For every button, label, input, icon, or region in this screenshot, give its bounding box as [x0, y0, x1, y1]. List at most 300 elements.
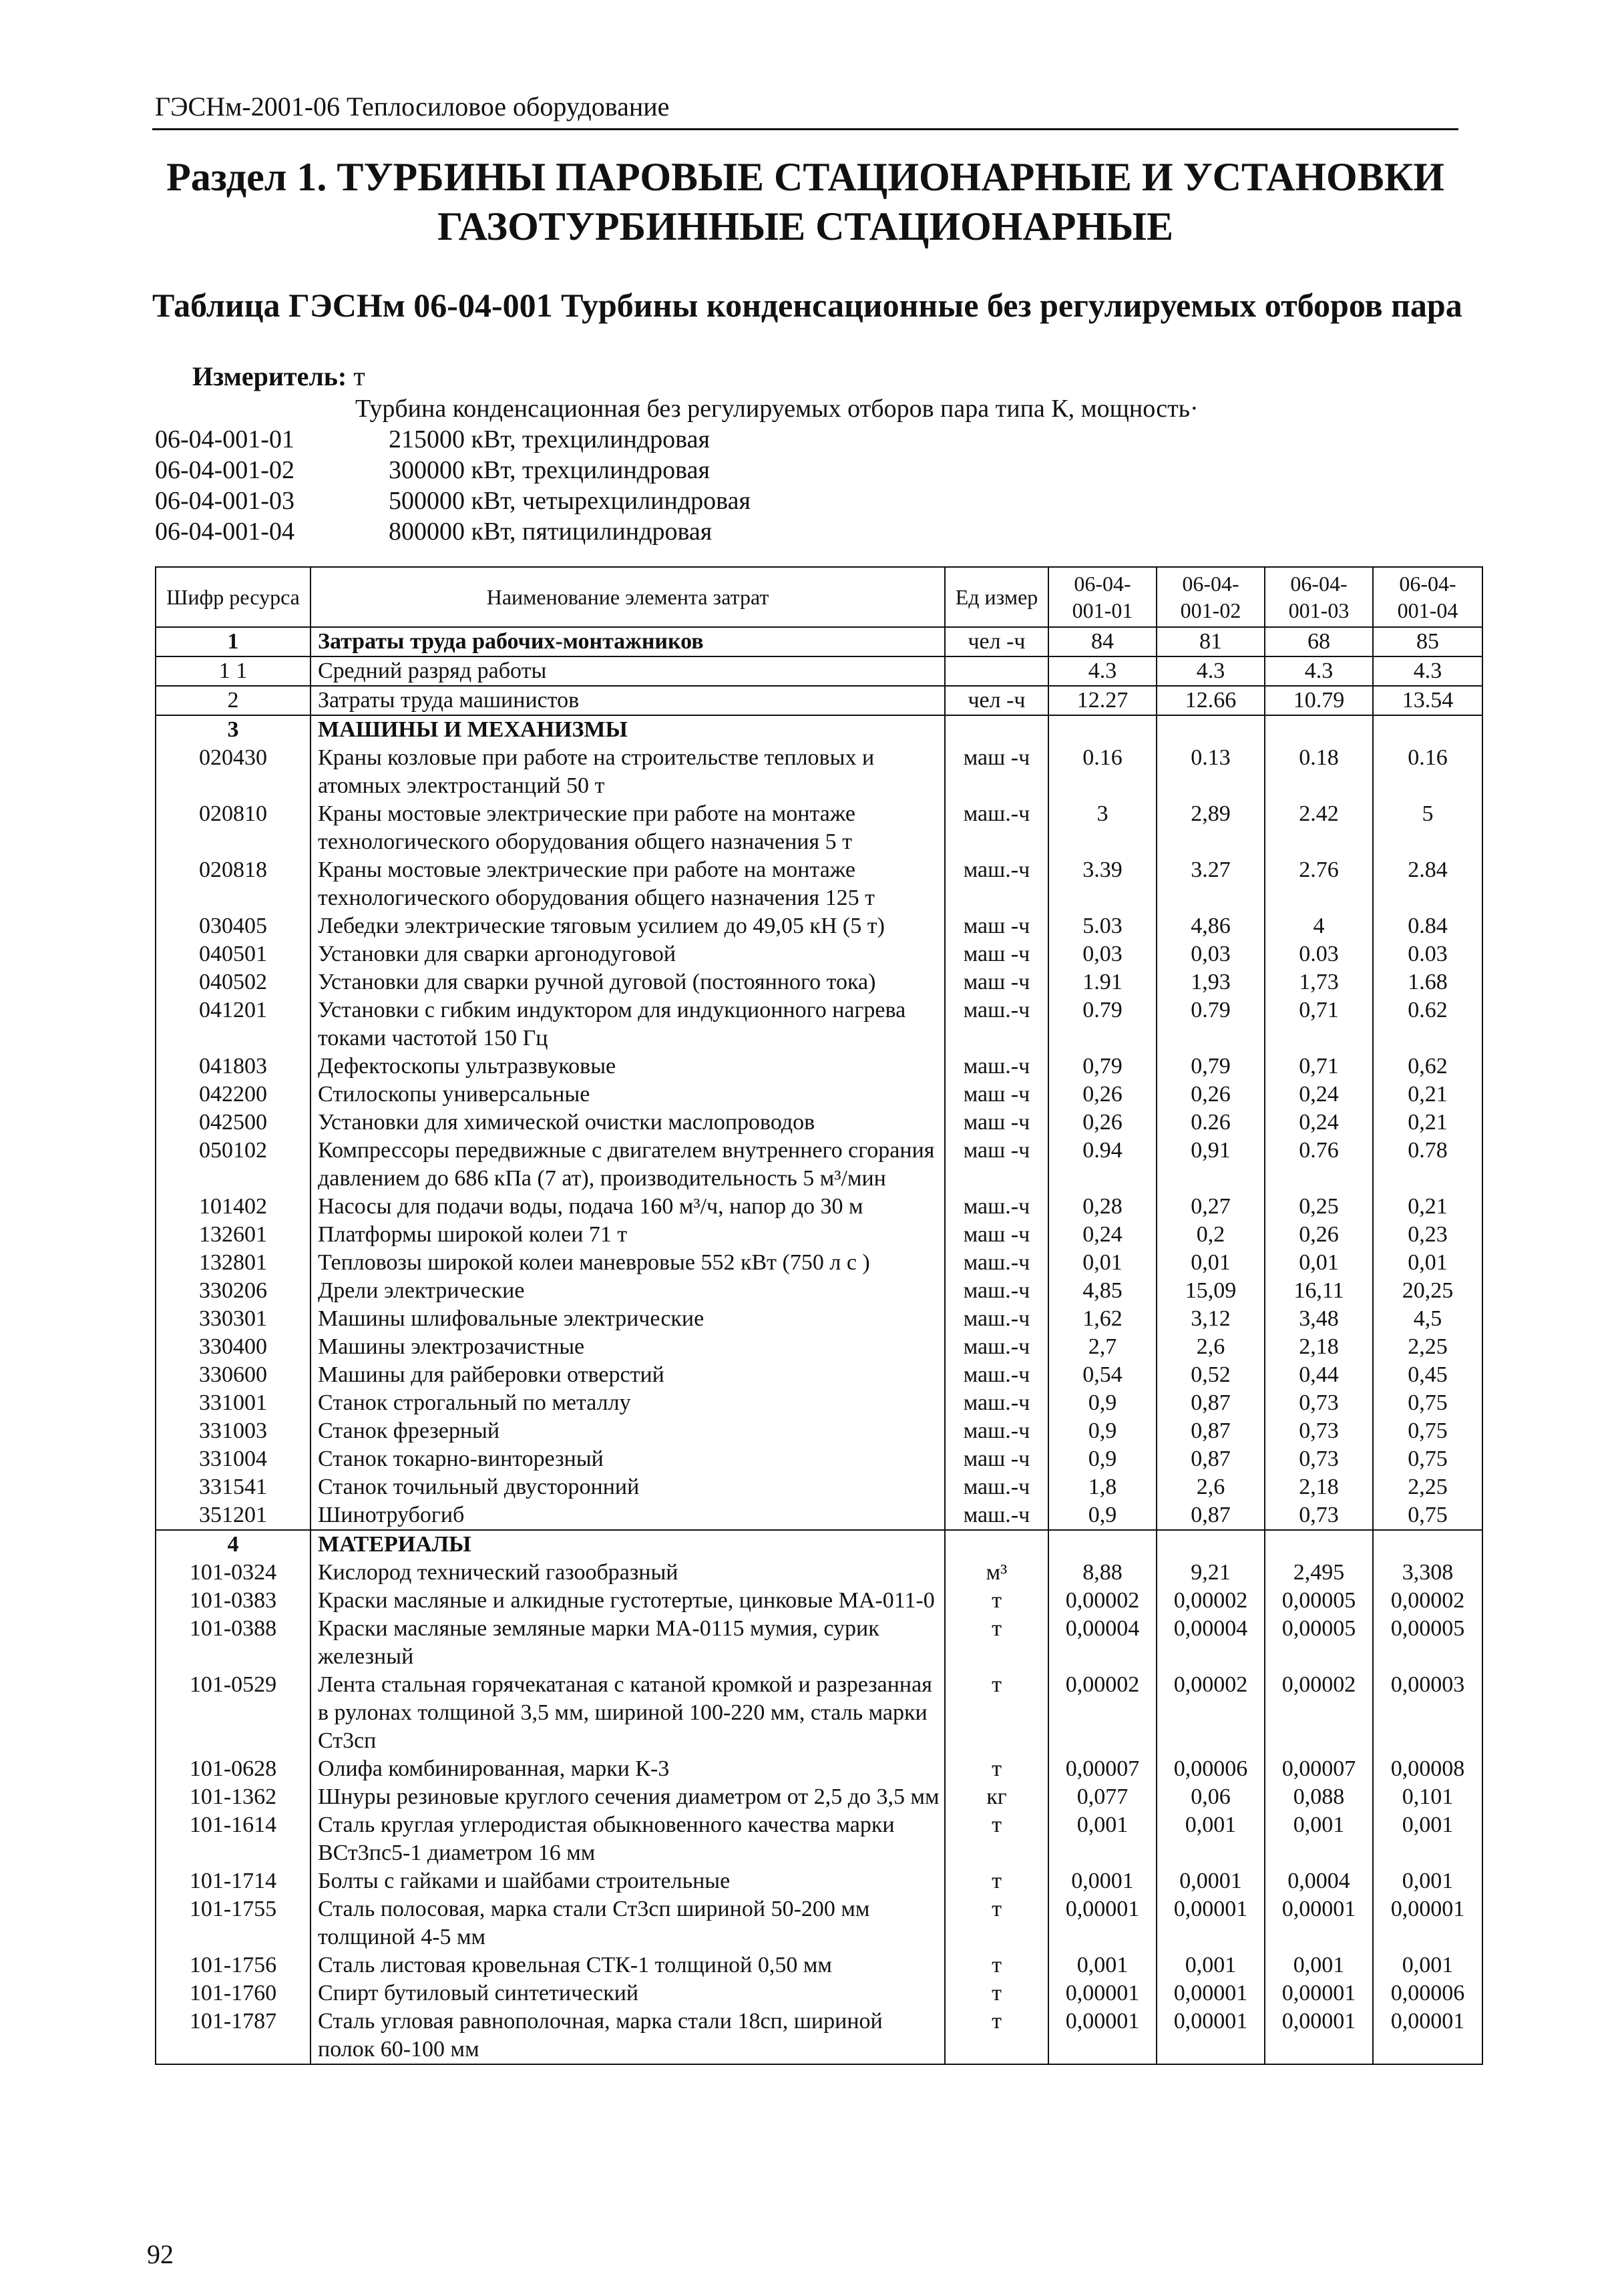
- row-name: МАШИНЫ И МЕХАНИЗМЫ: [311, 715, 945, 744]
- table-body: [156, 627, 1482, 2064]
- row-value-variant-3: 2.42: [1265, 800, 1373, 856]
- row-unit: т: [945, 1671, 1048, 1755]
- row-unit: маш -ч: [945, 940, 1048, 968]
- row-value-variant-2: 0,001: [1157, 1951, 1265, 1979]
- row-value-variant-3: 0,26: [1265, 1221, 1373, 1249]
- row-value-variant-4: 0,75: [1373, 1445, 1482, 1473]
- table-row: [156, 1671, 1482, 1755]
- row-code: 041201: [156, 996, 311, 1053]
- row-value-variant-3: 4.3: [1265, 656, 1373, 686]
- row-value-variant-3: 16,11: [1265, 1277, 1373, 1305]
- row-value-variant-4: 85: [1373, 627, 1482, 656]
- row-value-variant-3: 0,73: [1265, 1445, 1373, 1473]
- row-name: Установки для сварки аргонодуговой: [311, 940, 945, 968]
- row-value-variant-4: 0.62: [1373, 996, 1482, 1053]
- row-value-variant-1: 1,62: [1048, 1305, 1157, 1333]
- row-unit: т: [945, 1979, 1048, 2007]
- row-value-variant-2: 0,87: [1157, 1389, 1265, 1417]
- row-code: 101-0628: [156, 1755, 311, 1783]
- row-code: 132801: [156, 1249, 311, 1277]
- row-name: Тепловозы широкой колеи маневровые 552 кВт (750 л с ): [311, 1249, 945, 1277]
- row-value-variant-1: [1048, 715, 1157, 744]
- row-value-variant-3: 2,18: [1265, 1333, 1373, 1361]
- row-value-variant-3: 0,001: [1265, 1811, 1373, 1867]
- row-value-variant-1: 0,03: [1048, 940, 1157, 968]
- row-name: Краны козловые при работе на строительстве тепловых и атомных электростанций 50 т: [311, 744, 945, 800]
- row-value-variant-4: [1373, 715, 1482, 744]
- row-value-variant-1: 0.79: [1048, 996, 1157, 1053]
- header-name: Наименование элемента затрат: [311, 567, 945, 627]
- row-unit: маш.-ч: [945, 1417, 1048, 1445]
- row-code: 101-1714: [156, 1867, 311, 1895]
- row-unit: маш.-ч: [945, 856, 1048, 912]
- table-row: [156, 1501, 1482, 1530]
- row-unit: кг: [945, 1783, 1048, 1811]
- row-value-variant-3: 0,71: [1265, 1053, 1373, 1081]
- row-value-variant-3: 0,73: [1265, 1417, 1373, 1445]
- row-value-variant-4: 1.68: [1373, 968, 1482, 996]
- variant-text: 500000 кВт, четырехцилиндровая: [389, 487, 751, 515]
- row-code: 041803: [156, 1053, 311, 1081]
- table-row: [156, 1615, 1482, 1671]
- row-value-variant-2: 0,001: [1157, 1811, 1265, 1867]
- row-name: Лента стальная горячекатаная с катаной кромкой и разрезанная в рулонах толщиной 3,5 мм, шириной 100-220 мм, сталь марки Ст3сп: [311, 1671, 945, 1755]
- row-value-variant-4: 0,101: [1373, 1783, 1482, 1811]
- row-code: 132601: [156, 1221, 311, 1249]
- header-unit: Ед измер: [945, 567, 1048, 627]
- row-name: Установки для химической очистки маслопроводов: [311, 1109, 945, 1137]
- row-value-variant-3: [1265, 1530, 1373, 1559]
- row-value-variant-4: 0.16: [1373, 744, 1482, 800]
- row-unit: т: [945, 1755, 1048, 1783]
- row-value-variant-2: 0.26: [1157, 1109, 1265, 1137]
- row-value-variant-3: 3,48: [1265, 1305, 1373, 1333]
- table-row: [156, 1587, 1482, 1615]
- table-row: [156, 856, 1482, 912]
- variant-code: 06-04-001-01: [155, 425, 294, 453]
- row-value-variant-1: 84: [1048, 627, 1157, 656]
- row-value-variant-1: 1,8: [1048, 1473, 1157, 1501]
- header-code: Шифр ресурса: [156, 567, 311, 627]
- row-value-variant-4: 4,5: [1373, 1305, 1482, 1333]
- row-unit: т: [945, 1867, 1048, 1895]
- variant-text: 300000 кВт, трехцилиндровая: [389, 456, 710, 484]
- row-code: 101-1760: [156, 1979, 311, 2007]
- row-code: 020818: [156, 856, 311, 912]
- meter-label: Измеритель:: [192, 361, 347, 391]
- row-value-variant-3: 2,18: [1265, 1473, 1373, 1501]
- row-value-variant-1: 0,00001: [1048, 1895, 1157, 1951]
- row-value-variant-2: 2,6: [1157, 1333, 1265, 1361]
- meter-value: т: [353, 361, 365, 391]
- row-code: 101-0383: [156, 1587, 311, 1615]
- row-value-variant-3: 0,24: [1265, 1081, 1373, 1109]
- row-value-variant-3: 0,00001: [1265, 2007, 1373, 2064]
- table-row: [156, 800, 1482, 856]
- header-variant-4: [1373, 567, 1482, 627]
- row-unit: маш.-ч: [945, 1193, 1048, 1221]
- row-unit: маш.-ч: [945, 1249, 1048, 1277]
- row-unit: маш -ч: [945, 1445, 1048, 1473]
- row-value-variant-4: 0,45: [1373, 1361, 1482, 1389]
- resource-table: [155, 566, 1483, 2065]
- row-code: 331003: [156, 1417, 311, 1445]
- table-row: [156, 1081, 1482, 1109]
- row-value-variant-4: 0,00001: [1373, 1895, 1482, 1951]
- row-value-variant-4: 0,00002: [1373, 1587, 1482, 1615]
- row-value-variant-3: 0,71: [1265, 996, 1373, 1053]
- row-name: Затраты труда машинистов: [311, 686, 945, 715]
- table-row: [156, 627, 1482, 656]
- row-value-variant-4: 0,21: [1373, 1081, 1482, 1109]
- row-value-variant-3: 1,73: [1265, 968, 1373, 996]
- row-name: Шинотрубогиб: [311, 1501, 945, 1530]
- row-code: 330206: [156, 1277, 311, 1305]
- row-value-variant-1: 0,9: [1048, 1501, 1157, 1530]
- header-variant-2-top: 06-04-: [1182, 572, 1239, 596]
- row-value-variant-4: 0,00001: [1373, 2007, 1482, 2064]
- table-title: Таблица ГЭСНм 06-04-001 Турбины конденсационные без регулируемых отборов пара: [152, 286, 1462, 324]
- row-value-variant-1: 0,01: [1048, 1249, 1157, 1277]
- row-code: 331001: [156, 1389, 311, 1417]
- row-code: 101-0388: [156, 1615, 311, 1671]
- row-code: 101-1614: [156, 1811, 311, 1867]
- row-value-variant-3: 4: [1265, 912, 1373, 940]
- row-unit: маш.-ч: [945, 1501, 1048, 1530]
- row-value-variant-3: 0,00002: [1265, 1671, 1373, 1755]
- row-value-variant-4: 4.3: [1373, 656, 1482, 686]
- row-value-variant-3: 0,001: [1265, 1951, 1373, 1979]
- row-name: МАТЕРИАЛЫ: [311, 1530, 945, 1559]
- row-value-variant-3: 0,24: [1265, 1109, 1373, 1137]
- row-value-variant-2: 0,00001: [1157, 1979, 1265, 2007]
- row-code: 042500: [156, 1109, 311, 1137]
- row-name: Машины шлифовальные электрические: [311, 1305, 945, 1333]
- table-row: [156, 996, 1482, 1053]
- row-value-variant-2: 0,00001: [1157, 2007, 1265, 2064]
- row-name: Краны мостовые электрические при работе на монтаже технологического оборудования общего назначения 125 т: [311, 856, 945, 912]
- header-variant-3-bottom: 001-03: [1288, 598, 1350, 622]
- row-value-variant-2: 0,00001: [1157, 1895, 1265, 1951]
- row-name: Краски масляные земляные марки МА-0115 мумия, сурик железный: [311, 1615, 945, 1671]
- row-unit: т: [945, 1615, 1048, 1671]
- row-value-variant-2: 0.79: [1157, 996, 1265, 1053]
- row-value-variant-3: 0,00001: [1265, 1979, 1373, 2007]
- row-code: 4: [156, 1530, 311, 1559]
- row-value-variant-1: 0,26: [1048, 1109, 1157, 1137]
- row-code: 3: [156, 715, 311, 744]
- row-value-variant-4: 3,308: [1373, 1559, 1482, 1587]
- row-value-variant-3: 10.79: [1265, 686, 1373, 715]
- row-name: Дефектоскопы ультразвуковые: [311, 1053, 945, 1081]
- row-value-variant-1: 12.27: [1048, 686, 1157, 715]
- row-code: 1 1: [156, 656, 311, 686]
- row-name: Платформы широкой колеи 71 т: [311, 1221, 945, 1249]
- table-row: [156, 715, 1482, 744]
- row-code: 101-1756: [156, 1951, 311, 1979]
- row-value-variant-1: 8,88: [1048, 1559, 1157, 1587]
- row-unit: м³: [945, 1559, 1048, 1587]
- table-row: [156, 1137, 1482, 1193]
- table-row: [156, 1305, 1482, 1333]
- row-value-variant-2: [1157, 715, 1265, 744]
- row-name: Сталь листовая кровельная СТК-1 толщиной 0,50 мм: [311, 1951, 945, 1979]
- row-code: 040502: [156, 968, 311, 996]
- row-value-variant-2: 2,89: [1157, 800, 1265, 856]
- row-value-variant-2: 4.3: [1157, 656, 1265, 686]
- row-value-variant-1: 0,00002: [1048, 1671, 1157, 1755]
- row-code: 020430: [156, 744, 311, 800]
- table-row: [156, 1053, 1482, 1081]
- row-unit: маш.-ч: [945, 1333, 1048, 1361]
- row-code: 330301: [156, 1305, 311, 1333]
- variant-row: [155, 455, 710, 485]
- row-value-variant-2: 1,93: [1157, 968, 1265, 996]
- row-value-variant-2: 9,21: [1157, 1559, 1265, 1587]
- row-code: 101-1362: [156, 1783, 311, 1811]
- table-row: [156, 1389, 1482, 1417]
- table-row: [156, 968, 1482, 996]
- row-name: Станок токарно-винторезный: [311, 1445, 945, 1473]
- row-value-variant-1: 0,001: [1048, 1951, 1157, 1979]
- row-value-variant-1: 1.91: [1048, 968, 1157, 996]
- row-value-variant-3: 0,00005: [1265, 1615, 1373, 1671]
- row-unit: [945, 1530, 1048, 1559]
- row-value-variant-1: 0,9: [1048, 1417, 1157, 1445]
- table-row: [156, 1277, 1482, 1305]
- row-value-variant-3: 0,01: [1265, 1249, 1373, 1277]
- row-unit: [945, 715, 1048, 744]
- row-value-variant-4: 0,01: [1373, 1249, 1482, 1277]
- row-unit: маш -ч: [945, 1137, 1048, 1193]
- row-unit: т: [945, 1587, 1048, 1615]
- row-value-variant-4: 2.84: [1373, 856, 1482, 912]
- row-value-variant-3: 0,25: [1265, 1193, 1373, 1221]
- row-value-variant-2: 0,87: [1157, 1417, 1265, 1445]
- header-variant-4-top: 06-04-: [1399, 572, 1456, 596]
- row-code: 101-0324: [156, 1559, 311, 1587]
- row-value-variant-4: 0,001: [1373, 1951, 1482, 1979]
- table-row: [156, 656, 1482, 686]
- row-value-variant-3: 0,44: [1265, 1361, 1373, 1389]
- row-value-variant-3: 0,088: [1265, 1783, 1373, 1811]
- row-value-variant-4: 0,00008: [1373, 1755, 1482, 1783]
- table-row: [156, 1530, 1482, 1559]
- row-name: Краны мостовые электрические при работе на монтаже технологического оборудования общего назначения 5 т: [311, 800, 945, 856]
- table-header-row: [156, 567, 1482, 627]
- row-unit: т: [945, 2007, 1048, 2064]
- row-name: Сталь круглая углеродистая обыкновенного качества марки ВСт3пс5-1 диаметром 16 мм: [311, 1811, 945, 1867]
- table-row: [156, 1811, 1482, 1867]
- row-value-variant-3: 0.76: [1265, 1137, 1373, 1193]
- section-title-line2: ГАЗОТУРБИННЫЕ СТАЦИОНАРНЫЕ: [437, 204, 1174, 248]
- row-unit: [945, 656, 1048, 686]
- row-value-variant-4: 0.03: [1373, 940, 1482, 968]
- row-code: 020810: [156, 800, 311, 856]
- table-row: [156, 1895, 1482, 1951]
- row-name: Установки для сварки ручной дуговой (постоянного тока): [311, 968, 945, 996]
- row-value-variant-2: 0,00002: [1157, 1671, 1265, 1755]
- row-value-variant-1: 0,00004: [1048, 1615, 1157, 1671]
- row-value-variant-1: 5.03: [1048, 912, 1157, 940]
- row-name: Кислород технический газообразный: [311, 1559, 945, 1587]
- row-unit: т: [945, 1951, 1048, 1979]
- row-code: 1: [156, 627, 311, 656]
- row-value-variant-1: 3.39: [1048, 856, 1157, 912]
- row-value-variant-4: 0.84: [1373, 912, 1482, 940]
- row-value-variant-2: 0,0001: [1157, 1867, 1265, 1895]
- table-row: [156, 1783, 1482, 1811]
- row-value-variant-3: 0.18: [1265, 744, 1373, 800]
- table-row: [156, 1249, 1482, 1277]
- row-value-variant-1: 0,077: [1048, 1783, 1157, 1811]
- table-row: [156, 1109, 1482, 1137]
- row-value-variant-4: 0,75: [1373, 1501, 1482, 1530]
- row-value-variant-2: 15,09: [1157, 1277, 1265, 1305]
- row-value-variant-4: 2,25: [1373, 1333, 1482, 1361]
- row-value-variant-1: 0,0001: [1048, 1867, 1157, 1895]
- row-code: 331541: [156, 1473, 311, 1501]
- row-value-variant-1: 4.3: [1048, 656, 1157, 686]
- header-variant-1-top: 06-04-: [1074, 572, 1131, 596]
- row-code: 040501: [156, 940, 311, 968]
- row-value-variant-2: 12.66: [1157, 686, 1265, 715]
- table-row: [156, 1559, 1482, 1587]
- row-value-variant-2: 0,91: [1157, 1137, 1265, 1193]
- row-unit: маш -ч: [945, 744, 1048, 800]
- row-name: Краски масляные и алкидные густотертые, цинковые МА-011-0: [311, 1587, 945, 1615]
- row-code: 101-0529: [156, 1671, 311, 1755]
- row-value-variant-1: 0.16: [1048, 744, 1157, 800]
- row-value-variant-2: 0.13: [1157, 744, 1265, 800]
- row-value-variant-2: 3,12: [1157, 1305, 1265, 1333]
- row-unit: маш -ч: [945, 912, 1048, 940]
- row-value-variant-1: 0,28: [1048, 1193, 1157, 1221]
- table-row: [156, 1473, 1482, 1501]
- row-value-variant-1: 0,00001: [1048, 1979, 1157, 2007]
- header-variant-4-bottom: 001-04: [1397, 598, 1458, 622]
- row-value-variant-2: 0,26: [1157, 1081, 1265, 1109]
- row-value-variant-1: [1048, 1530, 1157, 1559]
- row-value-variant-4: 13.54: [1373, 686, 1482, 715]
- row-value-variant-3: 68: [1265, 627, 1373, 656]
- row-value-variant-2: 0,06: [1157, 1783, 1265, 1811]
- page-number: 92: [147, 2239, 174, 2269]
- variant-code: 06-04-001-04: [155, 518, 294, 546]
- header-variant-1: [1048, 567, 1157, 627]
- row-value-variant-4: 20,25: [1373, 1277, 1482, 1305]
- row-value-variant-1: 0,9: [1048, 1389, 1157, 1417]
- row-unit: т: [945, 1811, 1048, 1867]
- row-value-variant-3: 0,00001: [1265, 1895, 1373, 1951]
- table-row: [156, 912, 1482, 940]
- table-row: [156, 1951, 1482, 1979]
- row-value-variant-4: 0,62: [1373, 1053, 1482, 1081]
- row-value-variant-2: 0,01: [1157, 1249, 1265, 1277]
- row-value-variant-3: 0,00007: [1265, 1755, 1373, 1783]
- row-value-variant-3: 2.76: [1265, 856, 1373, 912]
- row-value-variant-4: 0,23: [1373, 1221, 1482, 1249]
- row-value-variant-2: 0,00004: [1157, 1615, 1265, 1671]
- row-unit: маш.-ч: [945, 1361, 1048, 1389]
- row-value-variant-2: [1157, 1530, 1265, 1559]
- row-value-variant-4: 5: [1373, 800, 1482, 856]
- row-unit: маш -ч: [945, 968, 1048, 996]
- row-name: Спирт бутиловый синтетический: [311, 1979, 945, 2007]
- row-value-variant-4: 0,00005: [1373, 1615, 1482, 1671]
- row-code: 030405: [156, 912, 311, 940]
- table-row: [156, 744, 1482, 800]
- row-value-variant-1: 0,24: [1048, 1221, 1157, 1249]
- header-variant-2-bottom: 001-02: [1180, 598, 1241, 622]
- row-code: 330600: [156, 1361, 311, 1389]
- row-name: Шнуры резиновые круглого сечения диаметром от 2,5 до 3,5 мм: [311, 1783, 945, 1811]
- row-unit: чел -ч: [945, 627, 1048, 656]
- row-value-variant-2: 4,86: [1157, 912, 1265, 940]
- header-rule: [152, 128, 1458, 130]
- table-row: [156, 1193, 1482, 1221]
- row-value-variant-1: 3: [1048, 800, 1157, 856]
- row-name: Лебедки электрические тяговым усилием до 49,05 кН (5 т): [311, 912, 945, 940]
- row-code: 2: [156, 686, 311, 715]
- row-value-variant-1: 0,00001: [1048, 2007, 1157, 2064]
- variant-row: [155, 517, 712, 546]
- row-value-variant-2: 0,27: [1157, 1193, 1265, 1221]
- variant-row: [155, 425, 710, 454]
- row-unit: маш -ч: [945, 1109, 1048, 1137]
- row-value-variant-3: 2,495: [1265, 1559, 1373, 1587]
- table-row: [156, 940, 1482, 968]
- row-code: 101402: [156, 1193, 311, 1221]
- row-unit: чел -ч: [945, 686, 1048, 715]
- header-variant-2: [1157, 567, 1265, 627]
- variant-code: 06-04-001-02: [155, 456, 294, 484]
- row-code: 331004: [156, 1445, 311, 1473]
- row-unit: маш.-ч: [945, 1389, 1048, 1417]
- table-row: [156, 2007, 1482, 2064]
- row-name: Болты с гайками и шайбами строительные: [311, 1867, 945, 1895]
- row-name: Машины для райберовки отверстий: [311, 1361, 945, 1389]
- table-row: [156, 1417, 1482, 1445]
- row-value-variant-4: 0,75: [1373, 1389, 1482, 1417]
- row-value-variant-2: 0,52: [1157, 1361, 1265, 1389]
- row-unit: маш -ч: [945, 1081, 1048, 1109]
- row-value-variant-2: 3.27: [1157, 856, 1265, 912]
- row-name: Затраты труда рабочих-монтажников: [311, 627, 945, 656]
- row-name: Станок строгальный по металлу: [311, 1389, 945, 1417]
- row-unit: маш.-ч: [945, 1053, 1048, 1081]
- row-name: Установки с гибким индуктором для индукционного нагрева токами частотой 150 Гц: [311, 996, 945, 1053]
- row-value-variant-1: 0,9: [1048, 1445, 1157, 1473]
- row-name: Дрели электрические: [311, 1277, 945, 1305]
- row-value-variant-2: 0,03: [1157, 940, 1265, 968]
- row-value-variant-1: 0,26: [1048, 1081, 1157, 1109]
- row-value-variant-4: 2,25: [1373, 1473, 1482, 1501]
- row-name: Компрессоры передвижные с двигателем внутреннего сгорания давлением до 686 кПа (7 ат), производительность 5 м³/мин: [311, 1137, 945, 1193]
- table-row: [156, 1445, 1482, 1473]
- table-row: [156, 686, 1482, 715]
- row-value-variant-1: 0,54: [1048, 1361, 1157, 1389]
- row-code: 351201: [156, 1501, 311, 1530]
- row-value-variant-4: 0,001: [1373, 1811, 1482, 1867]
- row-unit: маш -ч: [945, 1221, 1048, 1249]
- row-unit: маш.-ч: [945, 1277, 1048, 1305]
- row-value-variant-2: 0,87: [1157, 1501, 1265, 1530]
- row-value-variant-1: 2,7: [1048, 1333, 1157, 1361]
- row-value-variant-3: 0,0004: [1265, 1867, 1373, 1895]
- row-value-variant-2: 0,87: [1157, 1445, 1265, 1473]
- row-unit: маш.-ч: [945, 1305, 1048, 1333]
